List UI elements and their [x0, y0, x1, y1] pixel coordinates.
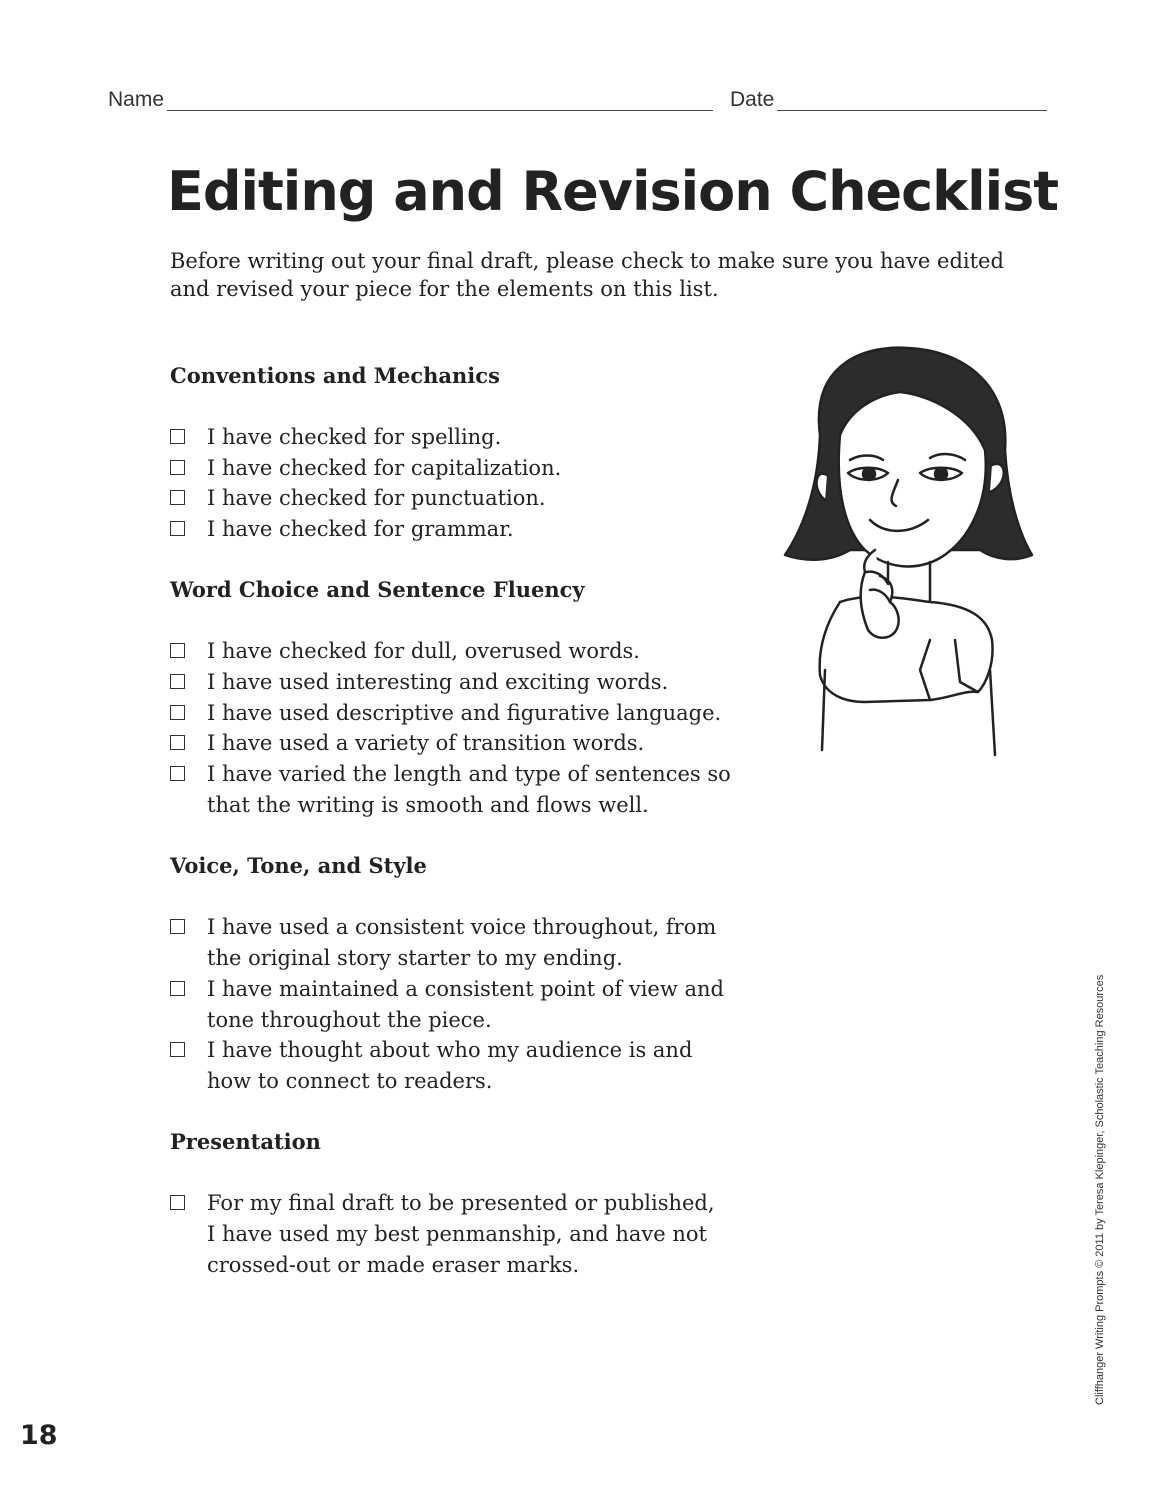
checklist-item[interactable]: I have used a consistent voice throughout, from the original story starter to my ending.	[170, 912, 716, 974]
checkbox[interactable]	[170, 429, 185, 444]
checkbox[interactable]	[170, 981, 185, 996]
name-label: Name	[108, 88, 165, 111]
checklist-item[interactable]: I have checked for capitalization.	[170, 453, 561, 484]
checklist-item[interactable]: I have checked for punctuation.	[170, 483, 546, 514]
checklist-item[interactable]: I have maintained a consistent point of view and tone throughout the piece.	[170, 974, 724, 1036]
checkbox[interactable]	[170, 460, 185, 475]
page-number: 18	[20, 1420, 58, 1451]
intro-text	[170, 247, 1020, 303]
checkbox[interactable]	[170, 521, 185, 536]
checklist-item[interactable]: I have checked for dull, overused words.	[170, 636, 640, 667]
checkbox[interactable]	[170, 766, 185, 781]
page-title: Editing and Revision Checklist	[166, 160, 1059, 223]
intro-line: and revised your piece for the elements on this list.	[170, 277, 719, 301]
girl-thinking-illustration	[780, 340, 1040, 760]
date-line[interactable]	[777, 110, 1047, 111]
checkbox[interactable]	[170, 735, 185, 750]
section-heading-word-choice: Word Choice and Sentence Fluency	[170, 577, 585, 602]
checklist-item[interactable]: For my final draft to be presented or published, I have used my best penmanship, and have not crossed-out or made eraser marks.	[170, 1188, 715, 1281]
checklist-item[interactable]: I have used interesting and exciting words.	[170, 667, 668, 698]
intro-line: Before writing out your final draft, please check to make sure you have edited	[170, 249, 1004, 273]
checkbox[interactable]	[170, 490, 185, 505]
checklist-item[interactable]: I have checked for spelling.	[170, 422, 501, 453]
checkbox[interactable]	[170, 919, 185, 934]
checklist-item[interactable]: I have checked for grammar.	[170, 514, 514, 545]
checkbox[interactable]	[170, 674, 185, 689]
copyright-notice: Cliffhanger Writing Prompts © 2011 by Teresa Klepinger, Scholastic Teaching Resources	[1094, 974, 1106, 1405]
checklist-item[interactable]: I have varied the length and type of sentences so that the writing is smooth and flows well.	[170, 759, 731, 821]
name-line[interactable]	[167, 110, 713, 111]
checkbox[interactable]	[170, 1195, 185, 1210]
checklist-item[interactable]: I have used descriptive and figurative language.	[170, 698, 721, 729]
section-heading-presentation: Presentation	[170, 1129, 321, 1154]
date-label: Date	[730, 88, 775, 111]
checklist-item[interactable]: I have thought about who my audience is and how to connect to readers.	[170, 1035, 692, 1097]
checkbox[interactable]	[170, 643, 185, 658]
checkbox[interactable]	[170, 1042, 185, 1057]
checkbox[interactable]	[170, 705, 185, 720]
checklist-item[interactable]: I have used a variety of transition words.	[170, 728, 644, 759]
section-heading-conventions: Conventions and Mechanics	[170, 363, 500, 388]
section-heading-voice: Voice, Tone, and Style	[170, 853, 427, 878]
